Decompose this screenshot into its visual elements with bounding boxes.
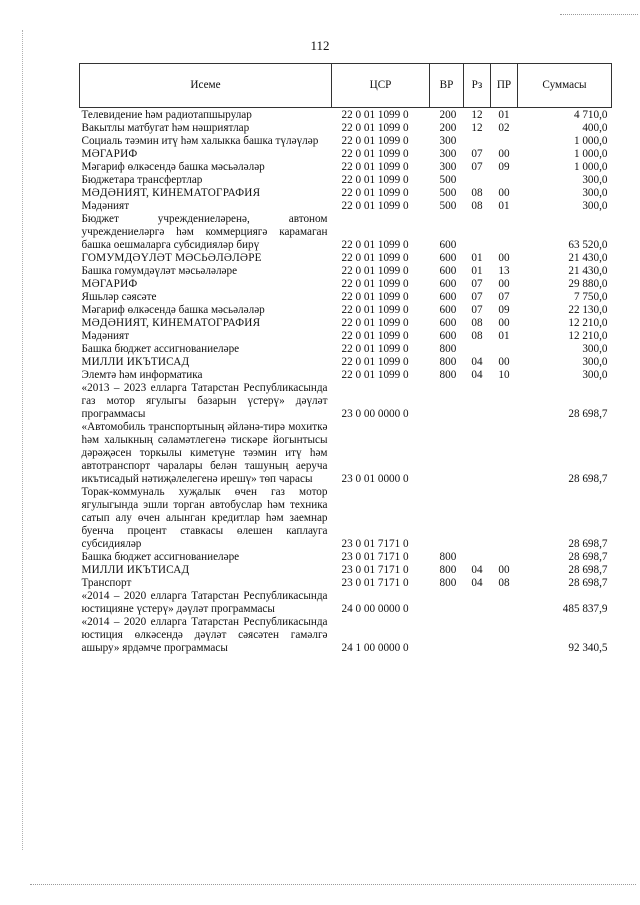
cell-vr (430, 486, 464, 551)
cell-csr: 22 0 01 1099 0 (341, 317, 409, 329)
cell-pr: 00 (498, 148, 510, 160)
cell-rz (464, 213, 491, 252)
cell-rz: 12 (471, 109, 483, 121)
cell-pr: 07 (498, 291, 510, 303)
cell-vr: 300 (439, 135, 457, 147)
cell-vr (430, 382, 464, 421)
cell-vr: 600 (439, 317, 457, 329)
cell-csr: 22 0 01 1099 0 (341, 369, 409, 381)
cell-vr (430, 590, 464, 616)
cell-pr: 01 (498, 200, 510, 212)
cell-csr: 24 0 00 0000 0 (341, 603, 409, 615)
cell-vr: 600 (439, 278, 457, 290)
cell-pr: 00 (498, 252, 510, 264)
cell-csr: 22 0 01 1099 0 (341, 304, 409, 316)
cell-vr: 800 (439, 369, 457, 381)
cell-csr: 22 0 01 1099 0 (341, 343, 409, 355)
cell-rz: 12 (471, 122, 483, 134)
cell-rz (464, 135, 491, 148)
table-row (80, 187, 612, 200)
cell-sum: 22 130,0 (568, 304, 608, 316)
cell-sum: 300,0 (582, 343, 608, 355)
cell-csr: 23 0 01 0000 0 (341, 473, 409, 485)
table-row (80, 291, 612, 304)
cell-sum: 21 430,0 (568, 265, 608, 277)
column-header-sum: Суммасы (518, 64, 612, 108)
cell-vr: 800 (439, 551, 457, 563)
column-header-vr: ВР (430, 64, 464, 108)
cell-csr: 22 0 01 1099 0 (341, 148, 409, 160)
cell-name: Бюджет учреждениеләренә, автоном учреждениеләргә һәм коммерциягә карамаган башка оешмаларга субсидияләр бирү (81, 213, 328, 251)
cell-vr: 800 (439, 564, 457, 576)
cell-sum: 28 698,7 (568, 538, 608, 550)
cell-sum: 300,0 (582, 356, 608, 368)
cell-name: Башка бюджет ассигнованиеләре (81, 343, 240, 355)
cell-rz (464, 551, 491, 564)
cell-pr: 02 (498, 122, 510, 134)
cell-vr (430, 616, 464, 655)
cell-csr: 22 0 01 1099 0 (341, 122, 409, 134)
cell-sum: 1 000,0 (573, 135, 608, 147)
cell-name: ГОМУМДӘҮЛӘТ МӘСЬӘЛӘЛӘРЕ (81, 252, 262, 264)
cell-pr (491, 590, 518, 616)
cell-csr: 23 0 01 7171 0 (341, 577, 409, 589)
cell-pr: 09 (498, 304, 510, 316)
cell-name: «Автомобиль транспортының әйләнә-тирә мохиткә һәм халыкның сәламәтлегенә тискәре йогынтысы дәрәҗәсен торкылы киметүне тәэмин итү һәм автотранспорт чаралары белән ташуның аеруча икътисадый нәтиҗәлелегенә ирешү» төп чарасы (81, 421, 328, 485)
cell-name: Торак-коммуналь хуҗалык өчен газ мотор ягулыгында эшли торган автобуслар һәм техника сатып алу өчен алынган кредитлар һәм заемнар буенча процент ставкасы өлешен каплауга субсидияләр (81, 486, 328, 550)
cell-pr: 00 (498, 564, 510, 576)
table-row (80, 200, 612, 213)
cell-pr (491, 551, 518, 564)
cell-vr: 600 (439, 330, 457, 342)
cell-csr: 23 0 01 7171 0 (341, 564, 409, 576)
cell-pr (491, 616, 518, 655)
cell-rz (464, 382, 491, 421)
cell-rz (464, 616, 491, 655)
cell-name: Элемтә һәм информатика (81, 369, 203, 381)
cell-csr: 22 0 01 1099 0 (341, 252, 409, 264)
column-header-name: Исеме (80, 64, 332, 108)
cell-csr: 23 0 01 7171 0 (341, 551, 409, 563)
table-header-row (80, 64, 612, 108)
cell-rz (464, 343, 491, 356)
cell-sum: 63 520,0 (568, 239, 608, 251)
table-row (80, 135, 612, 148)
table-row (80, 278, 612, 291)
cell-name: МӘДӘНИЯТ, КИНЕМАТОГРАФИЯ (81, 317, 261, 329)
cell-name: Башка бюджет ассигнованиеләре (81, 551, 240, 563)
cell-rz (464, 421, 491, 486)
table-row (80, 304, 612, 317)
cell-csr: 22 0 01 1099 0 (341, 135, 409, 147)
page-number: 112 (310, 38, 330, 53)
cell-csr: 22 0 01 1099 0 (341, 161, 409, 173)
table-row (80, 369, 612, 382)
cell-rz: 04 (471, 356, 483, 368)
cell-rz: 07 (471, 161, 483, 173)
cell-sum: 485 837,9 (562, 603, 608, 615)
cell-pr: 00 (498, 187, 510, 199)
table-row (80, 317, 612, 330)
cell-sum: 1 000,0 (573, 161, 608, 173)
cell-rz: 07 (471, 278, 483, 290)
cell-vr: 800 (439, 343, 457, 355)
cell-pr: 09 (498, 161, 510, 173)
cell-pr: 10 (498, 369, 510, 381)
cell-pr: 00 (498, 356, 510, 368)
column-header-pr: ПР (491, 64, 518, 108)
cell-sum: 28 698,7 (568, 551, 608, 563)
cell-csr: 22 0 01 1099 0 (341, 330, 409, 342)
cell-pr (491, 213, 518, 252)
cell-csr: 22 0 01 1099 0 (341, 174, 409, 186)
cell-name: Мәгариф өлкәсендә башка мәсьәләләр (81, 304, 265, 316)
cell-name: Яшьләр сәясәте (81, 291, 157, 303)
cell-rz (464, 174, 491, 187)
table-row (80, 356, 612, 369)
cell-vr: 600 (439, 291, 457, 303)
cell-pr: 00 (498, 317, 510, 329)
cell-csr: 24 1 00 0000 0 (341, 642, 409, 654)
cell-pr (491, 382, 518, 421)
cell-pr (491, 486, 518, 551)
cell-rz: 01 (471, 265, 483, 277)
cell-name: Башка гомумдәүләт мәсьәләләре (81, 265, 238, 277)
table-row (80, 421, 612, 486)
cell-sum: 92 340,5 (568, 642, 608, 654)
cell-vr (430, 421, 464, 486)
cell-name: МИЛЛИ ИКЪТИСАД (81, 356, 190, 368)
cell-pr: 00 (498, 278, 510, 290)
cell-pr: 08 (498, 577, 510, 589)
cell-pr: 01 (498, 330, 510, 342)
cell-vr: 600 (439, 265, 457, 277)
cell-csr: 23 0 00 0000 0 (341, 408, 409, 420)
cell-pr (491, 343, 518, 356)
cell-csr: 22 0 01 1099 0 (341, 278, 409, 290)
table-row (80, 148, 612, 161)
cell-name: Социаль тәэмин итү һәм халыкка башка түләүләр (81, 135, 319, 147)
cell-csr: 22 0 01 1099 0 (341, 291, 409, 303)
cell-sum: 28 698,7 (568, 564, 608, 576)
cell-vr: 500 (439, 200, 457, 212)
cell-sum: 29 880,0 (568, 278, 608, 290)
cell-vr: 200 (439, 122, 457, 134)
cell-rz: 08 (471, 330, 483, 342)
cell-name: «2013 – 2023 елларга Татарстан Республикасында газ мотор ягулыгы базарын үстерү» дәүләт программасы (81, 382, 328, 420)
cell-csr: 22 0 01 1099 0 (341, 187, 409, 199)
cell-vr: 200 (439, 109, 457, 121)
table-row (80, 252, 612, 265)
cell-vr: 600 (439, 304, 457, 316)
cell-sum: 28 698,7 (568, 473, 608, 485)
column-header-rz: Рз (464, 64, 491, 108)
cell-pr (491, 421, 518, 486)
cell-sum: 7 750,0 (573, 291, 608, 303)
cell-name: Телевидение һәм радиотапшырулар (81, 109, 252, 121)
cell-rz: 04 (471, 564, 483, 576)
cell-name: МИЛЛИ ИКЪТИСАД (81, 564, 190, 576)
cell-sum: 4 710,0 (573, 109, 608, 121)
table-row (80, 330, 612, 343)
table-row (80, 577, 612, 590)
cell-rz: 01 (471, 252, 483, 264)
table-body (80, 108, 612, 656)
cell-name: Вакытлы матбугат һәм нәшриятлар (81, 122, 250, 134)
cell-pr: 13 (498, 265, 510, 277)
cell-rz: 07 (471, 291, 483, 303)
column-header-csr: ЦСР (332, 64, 430, 108)
cell-rz: 07 (471, 148, 483, 160)
table-row (80, 564, 612, 577)
cell-csr: 23 0 01 7171 0 (341, 538, 409, 550)
scan-artifact-top (560, 14, 638, 15)
budget-table (79, 63, 612, 655)
table-row (80, 108, 612, 123)
cell-name: МӘДӘНИЯТ, КИНЕМАТОГРАФИЯ (81, 187, 261, 199)
scan-artifact-left (22, 30, 23, 850)
table-row (80, 265, 612, 278)
cell-sum: 28 698,7 (568, 408, 608, 420)
cell-name: Мәгариф өлкәсендә башка мәсьәләләр (81, 161, 265, 173)
cell-name: МӘГАРИФ (81, 278, 138, 290)
cell-sum: 12 210,0 (568, 317, 608, 329)
cell-vr: 300 (439, 161, 457, 173)
cell-vr: 800 (439, 356, 457, 368)
cell-name: Транспорт (81, 577, 132, 589)
cell-sum: 28 698,7 (568, 577, 608, 589)
table-row (80, 213, 612, 252)
cell-name: «2014 – 2020 елларга Татарстан Республикасында юстиция өлкәсендә дәүләт сәясәтен гамәлгә ашыру» ярдәмче программасы (81, 616, 328, 654)
table-row (80, 161, 612, 174)
cell-sum: 300,0 (582, 200, 608, 212)
cell-csr: 22 0 01 1099 0 (341, 356, 409, 368)
cell-sum: 400,0 (582, 122, 608, 134)
table-row (80, 486, 612, 551)
cell-vr: 500 (439, 174, 457, 186)
table-row (80, 122, 612, 135)
table-row (80, 343, 612, 356)
cell-vr: 500 (439, 187, 457, 199)
scan-artifact-bottom (30, 884, 636, 885)
cell-name: «2014 – 2020 елларга Татарстан Республикасында юстицияне үстерү» дәүләт программасы (81, 590, 328, 615)
cell-csr: 22 0 01 1099 0 (341, 109, 409, 121)
cell-vr: 300 (439, 148, 457, 160)
table-row (80, 590, 612, 616)
cell-sum: 1 000,0 (573, 148, 608, 160)
table-row (80, 551, 612, 564)
cell-sum: 300,0 (582, 187, 608, 199)
cell-pr: 01 (498, 109, 510, 121)
cell-rz (464, 486, 491, 551)
table-row (80, 174, 612, 187)
cell-rz: 04 (471, 369, 483, 381)
cell-vr: 600 (439, 239, 457, 251)
cell-vr: 800 (439, 577, 457, 589)
cell-csr: 22 0 01 1099 0 (341, 265, 409, 277)
cell-sum: 12 210,0 (568, 330, 608, 342)
cell-vr: 600 (439, 252, 457, 264)
cell-rz: 08 (471, 317, 483, 329)
cell-rz (464, 590, 491, 616)
cell-rz: 08 (471, 200, 483, 212)
cell-rz: 04 (471, 577, 483, 589)
cell-pr (491, 174, 518, 187)
table-row (80, 382, 612, 421)
cell-sum: 21 430,0 (568, 252, 608, 264)
cell-name: Бюджетара трансфертлар (81, 174, 203, 186)
cell-name: Мәдәният (81, 330, 130, 342)
cell-rz: 08 (471, 187, 483, 199)
cell-name: Мәдәният (81, 200, 130, 212)
cell-pr (491, 135, 518, 148)
cell-csr: 22 0 01 1099 0 (341, 239, 409, 251)
table-row (80, 616, 612, 655)
cell-rz: 07 (471, 304, 483, 316)
cell-sum: 300,0 (582, 369, 608, 381)
cell-sum: 300,0 (582, 174, 608, 186)
cell-name: МӘГАРИФ (81, 148, 138, 160)
cell-csr: 22 0 01 1099 0 (341, 200, 409, 212)
